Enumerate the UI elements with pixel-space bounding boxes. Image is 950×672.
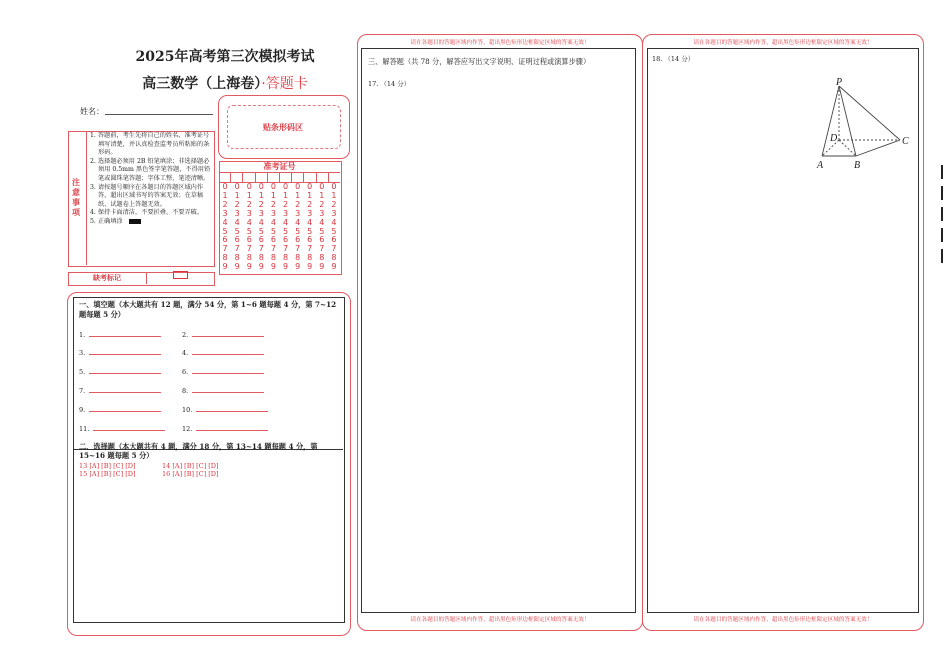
exam-id-digit-bubble[interactable]: 3 <box>270 208 276 218</box>
section2-title: 二、选择题（本大题共有 4 题，满分 18 分，第 13~14 题每题 4 分，第 15~16 题每题 5 分） <box>79 442 318 460</box>
choice-row[interactable]: 13 [A] [B] [C] [D] <box>79 462 136 470</box>
exam-id-digit-bubble[interactable]: 5 <box>234 226 240 236</box>
exam-id-digit-bubble[interactable]: 6 <box>307 235 313 245</box>
section3-title: 三、解答题（共 78 分，解答应写出文字说明、证明过程或演算步骤） <box>368 57 591 66</box>
exam-id-digit-bubble[interactable]: 9 <box>331 262 337 272</box>
warning-bottom: 请在各题目的答题区域内作答，超出黑色矩形边框限定区域的答案无效！ <box>693 617 873 623</box>
exam-subtitle <box>120 73 330 93</box>
exam-id-digit-bubble[interactable]: 2 <box>270 199 276 209</box>
vertex-B: B <box>854 160 861 171</box>
exam-id-digit-bubble[interactable]: 5 <box>258 226 264 236</box>
exam-id-digit-bubble[interactable]: 1 <box>270 190 276 200</box>
choice-row[interactable]: 16 [A] [B] [C] [D] <box>162 470 219 478</box>
exam-id-digit-bubble[interactable]: 2 <box>282 199 289 209</box>
exam-id-digit-bubble[interactable]: 7 <box>307 244 313 254</box>
exam-id-cell[interactable] <box>256 172 268 182</box>
exam-id-digit-bubble[interactable]: 0 <box>270 182 276 191</box>
notice-item: 2. 选择题必须用 2B 铅笔填涂；非选择题必须用 0.5mm 黑色签字笔答题，不得用铅笔或圆珠笔答题；字体工整、笔迹清晰。 <box>90 157 211 182</box>
vertex-D: D <box>830 133 838 144</box>
exam-id-digit-bubble[interactable]: 1 <box>307 190 313 200</box>
exam-id-digit-bubble[interactable]: 8 <box>295 253 301 263</box>
exam-id-digit-bubble[interactable]: 2 <box>319 199 325 209</box>
exam-id-digit-bubble[interactable]: 3 <box>258 208 264 218</box>
exam-id-digit-bubble[interactable]: 7 <box>331 244 337 254</box>
exam-id-digit-bubble[interactable]: 1 <box>295 190 301 200</box>
exam-id-cell[interactable] <box>280 172 292 182</box>
exam-id-digit-bubble[interactable]: 6 <box>282 235 289 245</box>
exam-id-digit-bubble[interactable]: 3 <box>319 208 325 218</box>
warning-top: 请在各题目的答题区域内作答，超出黑色矩形边框限定区域的答案无效！ <box>410 40 590 46</box>
exam-id-column <box>292 183 304 272</box>
vertex-A: A <box>817 160 824 171</box>
exam-id-digit-bubble[interactable]: 3 <box>234 208 240 218</box>
pyramid-figure <box>812 76 912 176</box>
exam-id-digit-bubble[interactable]: 7 <box>234 244 240 254</box>
exam-id-digit-bubble[interactable]: 5 <box>246 226 252 236</box>
exam-id-digit-bubble[interactable]: 6 <box>222 235 228 245</box>
exam-id-digit-bubble[interactable]: 6 <box>258 235 264 245</box>
notice-item-fill-example <box>90 218 212 227</box>
notice-list <box>90 132 212 227</box>
exam-id-digit-bubble[interactable]: 5 <box>222 226 228 236</box>
exam-id-column <box>243 183 255 272</box>
exam-id-digit-bubble[interactable]: 1 <box>258 190 264 200</box>
exam-id-digit-bubble[interactable]: 3 <box>295 208 301 218</box>
exam-id-digit-bubble[interactable]: 5 <box>270 226 276 236</box>
blank-number: 5. <box>79 368 86 376</box>
exam-id-cell[interactable] <box>243 172 255 182</box>
exam-id-digit-bubble[interactable]: 1 <box>319 190 325 200</box>
exam-id-digit-bubble[interactable]: 9 <box>295 262 301 272</box>
exam-id-digit-bubble[interactable]: 2 <box>234 199 240 209</box>
exam-id-digit-bubble[interactable]: 4 <box>331 217 337 227</box>
blank-number: 3. <box>79 349 86 357</box>
exam-id-digit-bubble[interactable]: 6 <box>331 235 337 245</box>
exam-id-column <box>328 183 340 272</box>
exam-id-cell[interactable] <box>231 172 243 182</box>
blank-answer-line[interactable] <box>89 336 161 337</box>
exam-id-digit-bubble[interactable]: 7 <box>222 244 228 254</box>
exam-id-digit-bubble[interactable]: 9 <box>319 262 325 272</box>
section1-answer-box <box>73 297 345 623</box>
blank-number: 7. <box>79 387 86 395</box>
blank-item <box>79 406 161 414</box>
choice-row[interactable]: 14 [A] [B] [C] [D] <box>162 462 219 470</box>
blank-answer-line[interactable] <box>89 373 161 374</box>
blank-answer-line[interactable] <box>93 430 165 431</box>
exam-id-digit-bubble[interactable]: 7 <box>246 244 252 254</box>
exam-id-digit-bubble[interactable]: 9 <box>307 262 313 272</box>
warning-top: 请在各题目的答题区域内作答，超出黑色矩形边框限定区域的答案无效！ <box>693 40 873 46</box>
exam-id-digit-bubble[interactable]: 4 <box>307 217 313 227</box>
exam-id-digit-bubble[interactable]: 1 <box>246 190 252 200</box>
barcode-label: 贴条形码区 <box>263 122 303 132</box>
notice-item: 4. 保持卡面清洁，不要折叠、不要弄破。 <box>90 209 204 217</box>
exam-id-digit-bubble[interactable]: 8 <box>319 253 325 263</box>
notice-label-cell <box>68 131 87 265</box>
edge-PA <box>822 86 839 156</box>
vertex-P: P <box>836 77 843 88</box>
exam-id-digit-bubble[interactable]: 8 <box>282 253 289 263</box>
blank-item <box>79 331 161 339</box>
blank-number: 10. <box>182 406 193 414</box>
blank-number: 2. <box>182 331 189 339</box>
exam-id-digit-bubble[interactable]: 0 <box>307 182 313 191</box>
exam-id-digit-bubble[interactable]: 8 <box>331 253 337 263</box>
exam-id-digit-bubble[interactable]: 4 <box>282 217 289 227</box>
absent-label: 缺考标记 <box>68 272 147 284</box>
edge-BC <box>856 140 900 156</box>
edge-PC <box>839 86 900 140</box>
exam-id-digit-bubble[interactable]: 0 <box>234 182 240 191</box>
exam-id-digit-bubble[interactable]: 5 <box>282 226 289 236</box>
exam-id-digit-bubble[interactable]: 0 <box>295 182 301 191</box>
exam-id-digit-bubble[interactable]: 6 <box>246 235 252 245</box>
edge-mark <box>941 186 943 200</box>
blank-number: 12. <box>182 425 193 433</box>
blank-answer-line[interactable] <box>192 336 264 337</box>
exam-id-cell[interactable] <box>329 172 340 182</box>
exam-id-digit-bubble[interactable]: 6 <box>319 235 325 245</box>
exam-id-digit-bubble[interactable]: 2 <box>246 199 252 209</box>
exam-id-digit-bubble[interactable]: 2 <box>222 199 228 209</box>
exam-id-digit-bubble[interactable]: 4 <box>222 217 228 227</box>
blank-answer-line[interactable] <box>196 411 268 412</box>
exam-id-cell[interactable] <box>317 172 329 182</box>
notice-label: 注意事项 <box>71 178 82 218</box>
exam-id-cell[interactable] <box>219 172 231 182</box>
exam-id-title: 准考证号 <box>219 161 340 173</box>
choice-row[interactable]: 15 [A] [B] [C] [D] <box>79 470 136 478</box>
exam-id-digit-bubble[interactable]: 1 <box>331 190 337 200</box>
blank-answer-line[interactable] <box>196 430 268 431</box>
q17-label: 17. （14 分） <box>368 80 411 88</box>
exam-id-cell[interactable] <box>304 172 316 182</box>
exam-id-digit-bubble[interactable]: 3 <box>331 208 337 218</box>
exam-id-digit-bubble[interactable]: 3 <box>222 208 228 218</box>
notice-item: 3. 请按题号顺序在各题目的答题区域内作答，超出区域书写的答案无效；在草稿纸、试题卷上答题无效。 <box>90 183 204 208</box>
exam-id-column <box>279 183 291 272</box>
exam-id-digit-bubble[interactable]: 0 <box>258 182 264 191</box>
exam-id-digit-bubble[interactable]: 7 <box>319 244 325 254</box>
exam-id-column <box>267 183 279 272</box>
blank-item <box>79 425 165 433</box>
exam-id-digit-bubble[interactable]: 8 <box>234 253 240 263</box>
blank-item <box>79 349 161 357</box>
notice-item: 5. 正确填涂 <box>90 217 123 225</box>
edge-mark <box>941 249 943 263</box>
exam-id-digit-bubble[interactable]: 4 <box>270 217 276 227</box>
exam-id-digit-bubble[interactable]: 9 <box>222 262 228 272</box>
exam-id-cell[interactable] <box>268 172 280 182</box>
blank-item <box>182 425 268 433</box>
exam-id-digit-bubble[interactable]: 8 <box>258 253 264 263</box>
exam-id-digit-bubble[interactable]: 5 <box>331 226 337 236</box>
exam-id-digit-bubble[interactable]: 3 <box>246 208 252 218</box>
edge-mark <box>941 165 943 179</box>
q17-answer-box[interactable] <box>361 48 636 613</box>
exam-id-digit-bubble[interactable]: 7 <box>282 244 289 254</box>
filled-mark-example <box>129 219 141 224</box>
exam-id-digit-bubble[interactable]: 5 <box>295 226 301 236</box>
exam-id-digit-bubble[interactable]: 7 <box>295 244 301 254</box>
q18-label: 18. （14 分） <box>652 55 695 63</box>
exam-id-column <box>304 183 316 272</box>
exam-id-column <box>316 183 328 272</box>
edge-DB <box>839 140 856 156</box>
exam-id-digit-bubble[interactable]: 4 <box>234 217 240 227</box>
blank-number: 1. <box>79 331 86 339</box>
warning-bottom: 请在各题目的答题区域内作答，超出黑色矩形边框限定区域的答案无效！ <box>410 617 590 623</box>
exam-id-digit-bubble[interactable]: 9 <box>258 262 264 272</box>
absent-checkbox[interactable] <box>173 271 188 279</box>
exam-title: 2025年高考第三次模拟考试 <box>135 49 315 65</box>
exam-id-digit-bubble[interactable]: 1 <box>222 190 228 200</box>
exam-id-digit-bubble[interactable]: 6 <box>234 235 240 245</box>
exam-id-digit-bubble[interactable]: 2 <box>258 199 264 209</box>
exam-id-digit-bubble[interactable]: 4 <box>319 217 325 227</box>
edge-mark <box>941 228 943 242</box>
exam-id-digit-bubble[interactable]: 5 <box>307 226 313 236</box>
blank-answer-line[interactable] <box>89 354 161 355</box>
exam-id-digit-bubble[interactable]: 8 <box>307 253 313 263</box>
exam-id-digit-bubble[interactable]: 7 <box>258 244 264 254</box>
exam-id-digit-bubble[interactable]: 2 <box>307 199 313 209</box>
blank-item <box>182 349 264 357</box>
exam-id-digit-bubble[interactable]: 4 <box>258 217 264 227</box>
blank-answer-line[interactable] <box>89 392 161 393</box>
exam-id-cell[interactable] <box>292 172 304 182</box>
exam-id-digit-bubble[interactable]: 6 <box>270 235 276 245</box>
exam-id-digit-bubble[interactable]: 0 <box>331 182 337 191</box>
blank-item <box>79 387 161 395</box>
exam-id-digit-bubble[interactable]: 7 <box>270 244 276 254</box>
exam-id-digit-bubble[interactable]: 1 <box>234 190 240 200</box>
exam-id-digit-bubble[interactable]: 2 <box>295 199 301 209</box>
exam-id-digit-bubble[interactable]: 0 <box>246 182 252 191</box>
exam-id-digit-bubble[interactable]: 0 <box>319 182 325 191</box>
exam-id-digit-bubble[interactable]: 3 <box>307 208 313 218</box>
vertex-C: C <box>902 136 909 147</box>
section1-title: 一、填空题（本大题共有 12 题，满分 54 分，第 1~6 题每题 4 分，第 7~12 题每题 5 分） <box>79 300 337 319</box>
blank-item <box>182 331 264 339</box>
exam-id-bubble-columns <box>219 183 340 272</box>
exam-id-digit-bubble[interactable]: 0 <box>282 182 289 191</box>
blank-number: 8. <box>182 387 189 395</box>
blank-number: 11. <box>79 425 90 433</box>
edge-mark <box>941 207 943 221</box>
exam-id-digit-bubble[interactable]: 9 <box>270 262 276 272</box>
exam-id-digit-bubble[interactable]: 4 <box>295 217 301 227</box>
blank-item <box>182 406 268 414</box>
blank-item <box>79 368 161 376</box>
exam-id-digit-bubble[interactable]: 1 <box>282 190 289 200</box>
subtitle-main: 高三数学（上海卷） <box>142 76 262 92</box>
exam-id-column <box>219 183 231 272</box>
exam-id-digit-bubble[interactable]: 6 <box>295 235 301 245</box>
blank-number: 9. <box>79 406 86 414</box>
blank-answer-line[interactable] <box>192 392 264 393</box>
edge-PB <box>839 86 856 156</box>
subtitle-suffix: ·答题卡 <box>261 76 308 92</box>
exam-id-column <box>231 183 243 272</box>
exam-id-digit-bubble[interactable]: 8 <box>270 253 276 263</box>
blank-item <box>182 368 264 376</box>
name-field[interactable] <box>105 114 213 115</box>
exam-id-digit-bubble[interactable]: 8 <box>222 253 228 263</box>
exam-id-digit-bubble[interactable]: 4 <box>246 217 252 227</box>
blank-answer-line[interactable] <box>89 411 161 412</box>
exam-id-digit-bubble[interactable]: 5 <box>319 226 325 236</box>
blank-answer-line[interactable] <box>192 373 264 374</box>
exam-id-column <box>255 183 267 272</box>
blank-number: 6. <box>182 368 189 376</box>
exam-id-digit-bubble[interactable]: 3 <box>282 208 289 218</box>
exam-id-digit-bubble[interactable]: 9 <box>282 262 289 272</box>
exam-id-digit-bubble[interactable]: 0 <box>222 182 228 191</box>
blank-answer-line[interactable] <box>192 354 264 355</box>
exam-id-digit-bubble[interactable]: 9 <box>234 262 240 272</box>
exam-id-digit-bubble[interactable]: 9 <box>246 262 252 272</box>
blank-number: 4. <box>182 349 189 357</box>
exam-id-digit-bubble[interactable]: 8 <box>246 253 252 263</box>
blank-item <box>182 387 264 395</box>
notice-item: 1. 答题前，考生先将自己的姓名、准考证号填写清楚，并认真检查监考员所粘贴的条形码。 <box>90 132 210 157</box>
name-label: 姓名： <box>80 107 104 116</box>
exam-id-digit-bubble[interactable]: 2 <box>331 199 337 209</box>
